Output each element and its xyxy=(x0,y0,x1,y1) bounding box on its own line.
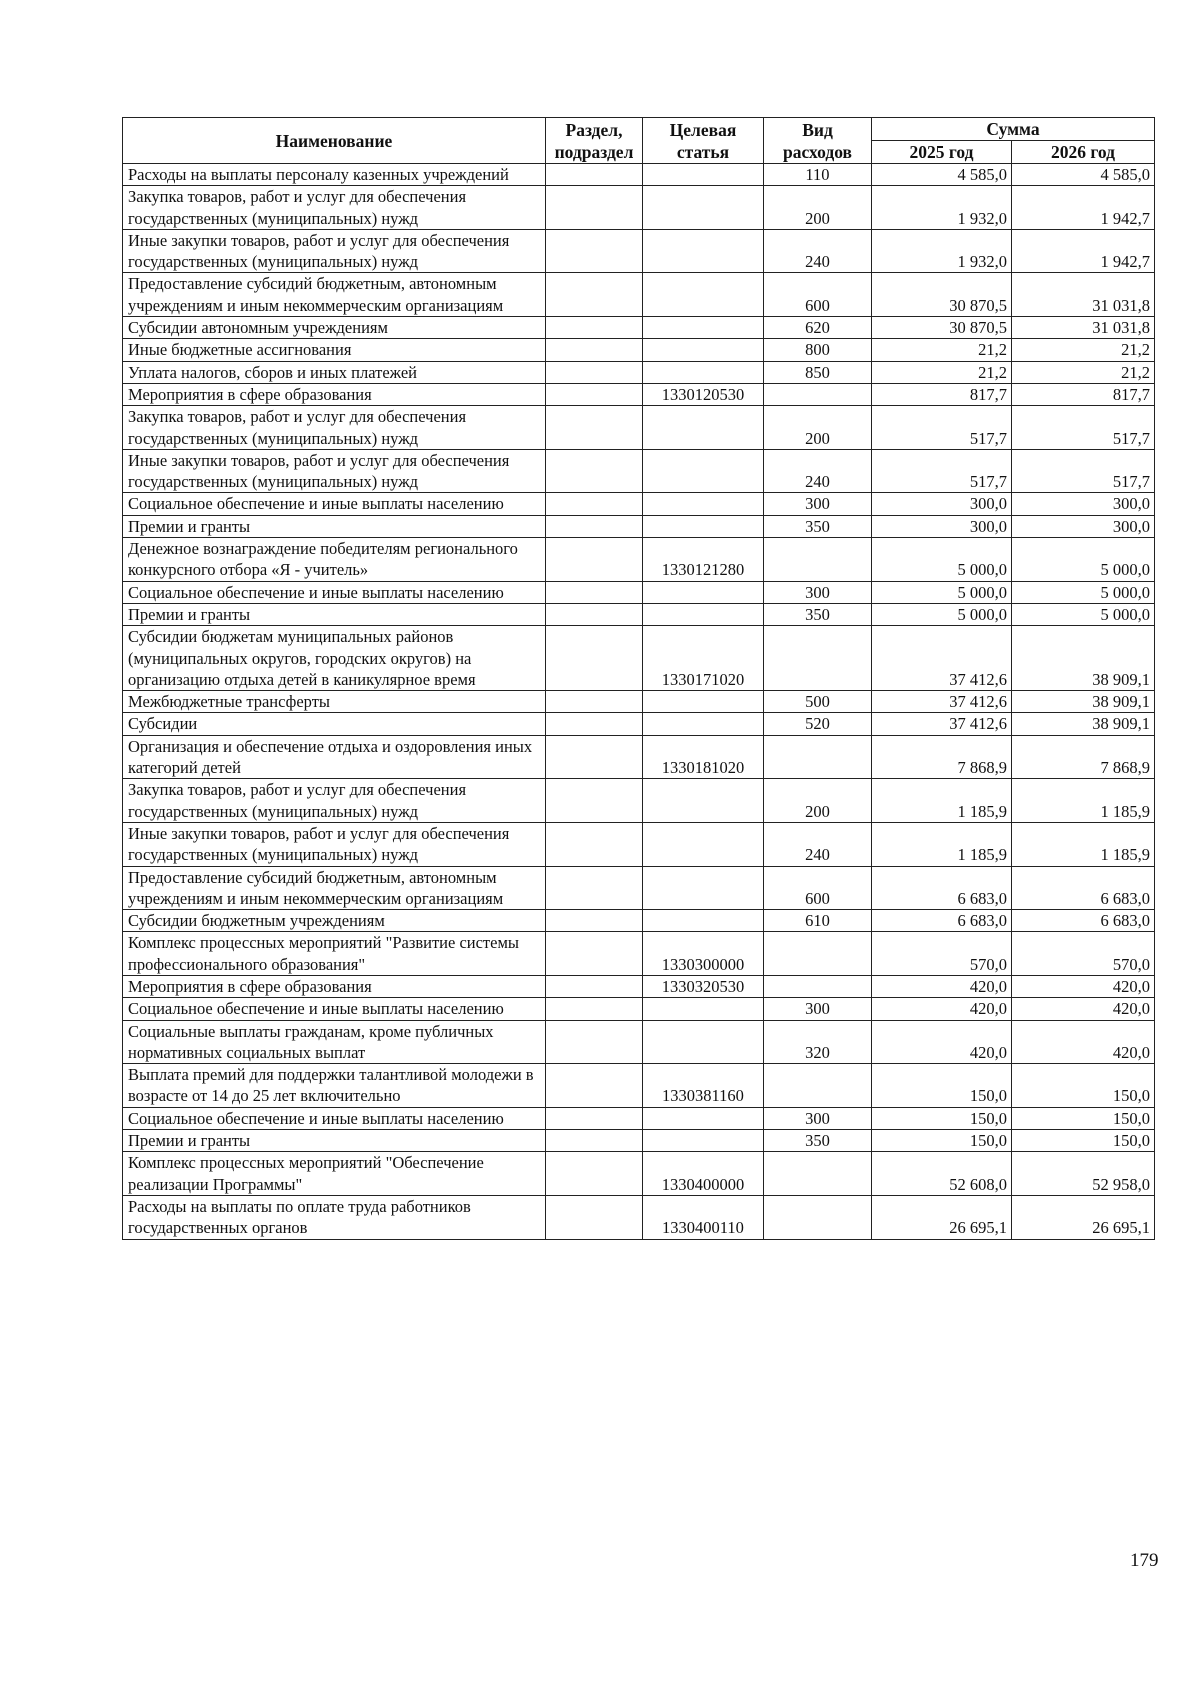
row-2025-cell: 37 412,6 xyxy=(872,713,1012,735)
row-name-cell: Закупка товаров, работ и услуг для обеспечения государственных (муниципальных) нужд xyxy=(123,186,546,230)
header-year-2025: 2025 год xyxy=(872,141,1012,164)
header-section xyxy=(546,118,643,164)
row-name-cell: Мероприятия в сфере образования xyxy=(123,383,546,405)
table-row xyxy=(123,910,1155,932)
row-2025-cell: 21,2 xyxy=(872,339,1012,361)
row-type-cell xyxy=(764,1064,872,1108)
row-2026-cell: 150,0 xyxy=(1012,1064,1155,1108)
row-2026-cell: 38 909,1 xyxy=(1012,691,1155,713)
row-type-cell: 350 xyxy=(764,603,872,625)
row-section-cell xyxy=(546,975,643,997)
table-row xyxy=(123,493,1155,515)
row-type-cell: 500 xyxy=(764,691,872,713)
row-section-cell xyxy=(546,493,643,515)
row-name-cell: Комплекс процессных мероприятий "Обеспечение реализации Программы" xyxy=(123,1152,546,1196)
row-2025-cell: 21,2 xyxy=(872,361,1012,383)
row-2025-cell: 30 870,5 xyxy=(872,273,1012,317)
row-section-cell xyxy=(546,1107,643,1129)
row-2026-cell: 31 031,8 xyxy=(1012,317,1155,339)
row-target-cell: 1330181020 xyxy=(643,735,764,779)
row-target-cell xyxy=(643,1130,764,1152)
row-target-cell xyxy=(643,515,764,537)
header-section-line1: Раздел, xyxy=(565,119,623,140)
row-target-cell xyxy=(643,779,764,823)
row-target-cell xyxy=(643,164,764,186)
table-row xyxy=(123,229,1155,273)
row-2025-cell: 1 185,9 xyxy=(872,822,1012,866)
row-type-cell xyxy=(764,1195,872,1239)
row-name-cell: Социальные выплаты гражданам, кроме публичных нормативных социальных выплат xyxy=(123,1020,546,1064)
row-2026-cell: 300,0 xyxy=(1012,493,1155,515)
table-row xyxy=(123,339,1155,361)
row-name-cell: Иные закупки товаров, работ и услуг для обеспечения государственных (муниципальных) нужд xyxy=(123,229,546,273)
row-2026-cell: 1 942,7 xyxy=(1012,229,1155,273)
row-section-cell xyxy=(546,603,643,625)
header-type xyxy=(764,118,872,164)
row-2025-cell: 817,7 xyxy=(872,383,1012,405)
row-section-cell xyxy=(546,691,643,713)
row-2025-cell: 4 585,0 xyxy=(872,164,1012,186)
row-name-cell: Выплата премий для поддержки талантливой молодежи в возрасте от 14 до 25 лет включительно xyxy=(123,1064,546,1108)
row-target-cell: 1330400000 xyxy=(643,1152,764,1196)
row-2025-cell: 1 932,0 xyxy=(872,186,1012,230)
row-section-cell xyxy=(546,383,643,405)
table-row xyxy=(123,1130,1155,1152)
table-row xyxy=(123,713,1155,735)
row-2025-cell: 150,0 xyxy=(872,1107,1012,1129)
row-section-cell xyxy=(546,317,643,339)
row-2025-cell: 517,7 xyxy=(872,406,1012,450)
table-row xyxy=(123,735,1155,779)
row-2025-cell: 150,0 xyxy=(872,1130,1012,1152)
row-section-cell xyxy=(546,1152,643,1196)
row-type-cell: 110 xyxy=(764,164,872,186)
row-2026-cell: 1 185,9 xyxy=(1012,822,1155,866)
table-row xyxy=(123,998,1155,1020)
row-2026-cell: 1 942,7 xyxy=(1012,186,1155,230)
row-type-cell: 240 xyxy=(764,229,872,273)
table-row xyxy=(123,779,1155,823)
row-section-cell xyxy=(546,866,643,910)
row-target-cell: 1330171020 xyxy=(643,626,764,691)
row-2026-cell: 517,7 xyxy=(1012,449,1155,493)
row-name-cell: Иные закупки товаров, работ и услуг для обеспечения государственных (муниципальных) нужд xyxy=(123,822,546,866)
row-2026-cell: 5 000,0 xyxy=(1012,581,1155,603)
row-2025-cell: 5 000,0 xyxy=(872,603,1012,625)
row-name-cell: Расходы на выплаты персоналу казенных учреждений xyxy=(123,164,546,186)
row-section-cell xyxy=(546,581,643,603)
row-name-cell: Комплекс процессных мероприятий "Развитие системы профессионального образования" xyxy=(123,932,546,976)
row-2025-cell: 37 412,6 xyxy=(872,626,1012,691)
row-section-cell xyxy=(546,538,643,582)
row-section-cell xyxy=(546,910,643,932)
row-section-cell xyxy=(546,273,643,317)
row-2025-cell: 37 412,6 xyxy=(872,691,1012,713)
row-section-cell xyxy=(546,822,643,866)
row-name-cell: Премии и гранты xyxy=(123,603,546,625)
row-type-cell: 600 xyxy=(764,866,872,910)
row-name-cell: Социальное обеспечение и иные выплаты населению xyxy=(123,581,546,603)
row-name-cell: Социальное обеспечение и иные выплаты населению xyxy=(123,493,546,515)
row-target-cell xyxy=(643,1020,764,1064)
row-target-cell xyxy=(643,493,764,515)
row-type-cell: 300 xyxy=(764,493,872,515)
row-2026-cell: 817,7 xyxy=(1012,383,1155,405)
row-name-cell: Предоставление субсидий бюджетным, автономным учреждениям и иным некоммерческим организациям xyxy=(123,273,546,317)
row-2025-cell: 6 683,0 xyxy=(872,910,1012,932)
row-2026-cell: 5 000,0 xyxy=(1012,603,1155,625)
row-target-cell xyxy=(643,273,764,317)
row-name-cell: Премии и гранты xyxy=(123,515,546,537)
row-target-cell xyxy=(643,1107,764,1129)
row-2026-cell: 420,0 xyxy=(1012,975,1155,997)
row-2025-cell: 300,0 xyxy=(872,493,1012,515)
row-2026-cell: 150,0 xyxy=(1012,1130,1155,1152)
row-2026-cell: 517,7 xyxy=(1012,406,1155,450)
row-2025-cell: 6 683,0 xyxy=(872,866,1012,910)
row-type-cell: 200 xyxy=(764,779,872,823)
row-target-cell xyxy=(643,910,764,932)
row-name-cell: Социальное обеспечение и иные выплаты населению xyxy=(123,1107,546,1129)
row-section-cell xyxy=(546,1020,643,1064)
table-row xyxy=(123,822,1155,866)
row-type-cell xyxy=(764,626,872,691)
row-2026-cell: 21,2 xyxy=(1012,339,1155,361)
row-target-cell xyxy=(643,449,764,493)
row-2025-cell: 517,7 xyxy=(872,449,1012,493)
budget-table xyxy=(122,117,1155,1240)
row-2026-cell: 31 031,8 xyxy=(1012,273,1155,317)
row-type-cell: 300 xyxy=(764,581,872,603)
row-2025-cell: 420,0 xyxy=(872,1020,1012,1064)
row-2026-cell: 6 683,0 xyxy=(1012,910,1155,932)
row-2026-cell: 5 000,0 xyxy=(1012,538,1155,582)
row-target-cell: 1330120530 xyxy=(643,383,764,405)
row-2026-cell: 150,0 xyxy=(1012,1107,1155,1129)
row-target-cell xyxy=(643,866,764,910)
header-sum: Сумма xyxy=(872,118,1155,141)
row-type-cell: 320 xyxy=(764,1020,872,1064)
row-section-cell xyxy=(546,1130,643,1152)
header-target-line1: Целевая xyxy=(669,119,737,140)
table-row xyxy=(123,538,1155,582)
row-section-cell xyxy=(546,361,643,383)
row-type-cell xyxy=(764,932,872,976)
row-type-cell: 200 xyxy=(764,186,872,230)
row-type-cell: 350 xyxy=(764,515,872,537)
row-target-cell xyxy=(643,998,764,1020)
header-name: Наименование xyxy=(123,118,546,164)
row-name-cell: Субсидии бюджетным учреждениям xyxy=(123,910,546,932)
row-type-cell: 850 xyxy=(764,361,872,383)
row-target-cell xyxy=(643,581,764,603)
row-2025-cell: 7 868,9 xyxy=(872,735,1012,779)
row-section-cell xyxy=(546,339,643,361)
row-2025-cell: 1 185,9 xyxy=(872,779,1012,823)
row-type-cell xyxy=(764,383,872,405)
row-target-cell xyxy=(643,603,764,625)
table-row xyxy=(123,975,1155,997)
row-2026-cell: 4 585,0 xyxy=(1012,164,1155,186)
row-2025-cell: 52 608,0 xyxy=(872,1152,1012,1196)
table-row xyxy=(123,1107,1155,1129)
row-name-cell: Иные бюджетные ассигнования xyxy=(123,339,546,361)
row-name-cell: Уплата налогов, сборов и иных платежей xyxy=(123,361,546,383)
row-2026-cell: 21,2 xyxy=(1012,361,1155,383)
row-target-cell xyxy=(643,713,764,735)
row-section-cell xyxy=(546,1064,643,1108)
row-type-cell: 800 xyxy=(764,339,872,361)
row-2026-cell: 570,0 xyxy=(1012,932,1155,976)
row-2025-cell: 26 695,1 xyxy=(872,1195,1012,1239)
page-number: 179 xyxy=(1130,1550,1159,1571)
header-target-line2: статья xyxy=(676,141,730,162)
table-row xyxy=(123,691,1155,713)
row-section-cell xyxy=(546,515,643,537)
row-2026-cell: 38 909,1 xyxy=(1012,713,1155,735)
table-row xyxy=(123,626,1155,691)
row-2025-cell: 420,0 xyxy=(872,998,1012,1020)
table-row xyxy=(123,515,1155,537)
row-name-cell: Расходы на выплаты по оплате труда работников государственных органов xyxy=(123,1195,546,1239)
row-2025-cell: 30 870,5 xyxy=(872,317,1012,339)
row-section-cell xyxy=(546,406,643,450)
row-name-cell: Премии и гранты xyxy=(123,1130,546,1152)
row-target-cell: 1330121280 xyxy=(643,538,764,582)
row-type-cell xyxy=(764,975,872,997)
row-section-cell xyxy=(546,713,643,735)
row-target-cell xyxy=(643,361,764,383)
row-section-cell xyxy=(546,735,643,779)
row-section-cell xyxy=(546,1195,643,1239)
row-name-cell: Межбюджетные трансферты xyxy=(123,691,546,713)
table-row xyxy=(123,932,1155,976)
row-name-cell: Закупка товаров, работ и услуг для обеспечения государственных (муниципальных) нужд xyxy=(123,779,546,823)
row-2025-cell: 300,0 xyxy=(872,515,1012,537)
row-2025-cell: 1 932,0 xyxy=(872,229,1012,273)
row-section-cell xyxy=(546,186,643,230)
row-target-cell xyxy=(643,822,764,866)
table-row xyxy=(123,361,1155,383)
row-target-cell xyxy=(643,339,764,361)
table-row xyxy=(123,603,1155,625)
table-row xyxy=(123,1152,1155,1196)
row-type-cell: 300 xyxy=(764,1107,872,1129)
row-2026-cell: 7 868,9 xyxy=(1012,735,1155,779)
table-row xyxy=(123,866,1155,910)
row-type-cell: 240 xyxy=(764,449,872,493)
row-target-cell xyxy=(643,691,764,713)
row-section-cell xyxy=(546,229,643,273)
table-row xyxy=(123,449,1155,493)
row-name-cell: Субсидии xyxy=(123,713,546,735)
row-type-cell: 240 xyxy=(764,822,872,866)
row-name-cell: Субсидии автономным учреждениям xyxy=(123,317,546,339)
row-2026-cell: 6 683,0 xyxy=(1012,866,1155,910)
row-2026-cell: 52 958,0 xyxy=(1012,1152,1155,1196)
row-2025-cell: 5 000,0 xyxy=(872,538,1012,582)
row-2026-cell: 420,0 xyxy=(1012,1020,1155,1064)
budget-table-sheet xyxy=(122,117,1154,1240)
row-section-cell xyxy=(546,932,643,976)
header-type-line2: расходов xyxy=(783,141,852,162)
row-2025-cell: 420,0 xyxy=(872,975,1012,997)
row-section-cell xyxy=(546,626,643,691)
table-row xyxy=(123,383,1155,405)
row-name-cell: Организация и обеспечение отдыха и оздоровления иных категорий детей xyxy=(123,735,546,779)
row-name-cell: Мероприятия в сфере образования xyxy=(123,975,546,997)
row-name-cell: Предоставление субсидий бюджетным, автономным учреждениям и иным некоммерческим организациям xyxy=(123,866,546,910)
row-2026-cell: 38 909,1 xyxy=(1012,626,1155,691)
row-type-cell: 600 xyxy=(764,273,872,317)
header-row-top xyxy=(123,118,1155,141)
row-2025-cell: 5 000,0 xyxy=(872,581,1012,603)
table-row xyxy=(123,317,1155,339)
row-name-cell: Субсидии бюджетам муниципальных районов (муниципальных округов, городских округов) на организацию отдыха детей в каникулярное время xyxy=(123,626,546,691)
row-target-cell xyxy=(643,229,764,273)
row-type-cell xyxy=(764,538,872,582)
row-target-cell: 1330400110 xyxy=(643,1195,764,1239)
table-row xyxy=(123,186,1155,230)
row-name-cell: Социальное обеспечение и иные выплаты населению xyxy=(123,998,546,1020)
header-target xyxy=(643,118,764,164)
table-row xyxy=(123,1020,1155,1064)
row-type-cell: 200 xyxy=(764,406,872,450)
row-target-cell xyxy=(643,186,764,230)
table-row xyxy=(123,273,1155,317)
row-name-cell: Закупка товаров, работ и услуг для обеспечения государственных (муниципальных) нужд xyxy=(123,406,546,450)
row-target-cell xyxy=(643,317,764,339)
row-type-cell xyxy=(764,735,872,779)
table-row xyxy=(123,581,1155,603)
header-year-2026: 2026 год xyxy=(1012,141,1155,164)
table-row xyxy=(123,164,1155,186)
row-target-cell xyxy=(643,406,764,450)
row-name-cell: Денежное вознаграждение победителям регионального конкурсного отбора «Я - учитель» xyxy=(123,538,546,582)
row-target-cell: 1330381160 xyxy=(643,1064,764,1108)
row-name-cell: Иные закупки товаров, работ и услуг для обеспечения государственных (муниципальных) нужд xyxy=(123,449,546,493)
row-target-cell: 1330300000 xyxy=(643,932,764,976)
row-section-cell xyxy=(546,164,643,186)
row-2026-cell: 300,0 xyxy=(1012,515,1155,537)
row-section-cell xyxy=(546,779,643,823)
row-type-cell: 620 xyxy=(764,317,872,339)
table-row xyxy=(123,1195,1155,1239)
table-row xyxy=(123,1064,1155,1108)
row-2026-cell: 1 185,9 xyxy=(1012,779,1155,823)
row-2025-cell: 150,0 xyxy=(872,1064,1012,1108)
row-2025-cell: 570,0 xyxy=(872,932,1012,976)
row-section-cell xyxy=(546,998,643,1020)
row-section-cell xyxy=(546,449,643,493)
row-type-cell xyxy=(764,1152,872,1196)
row-type-cell: 350 xyxy=(764,1130,872,1152)
row-type-cell: 520 xyxy=(764,713,872,735)
header-section-line2: подраздел xyxy=(554,141,634,162)
row-type-cell: 610 xyxy=(764,910,872,932)
row-target-cell: 1330320530 xyxy=(643,975,764,997)
row-type-cell: 300 xyxy=(764,998,872,1020)
header-type-line1: Вид xyxy=(802,119,833,140)
row-2026-cell: 26 695,1 xyxy=(1012,1195,1155,1239)
table-row xyxy=(123,406,1155,450)
table-body xyxy=(123,164,1155,1240)
row-2026-cell: 420,0 xyxy=(1012,998,1155,1020)
